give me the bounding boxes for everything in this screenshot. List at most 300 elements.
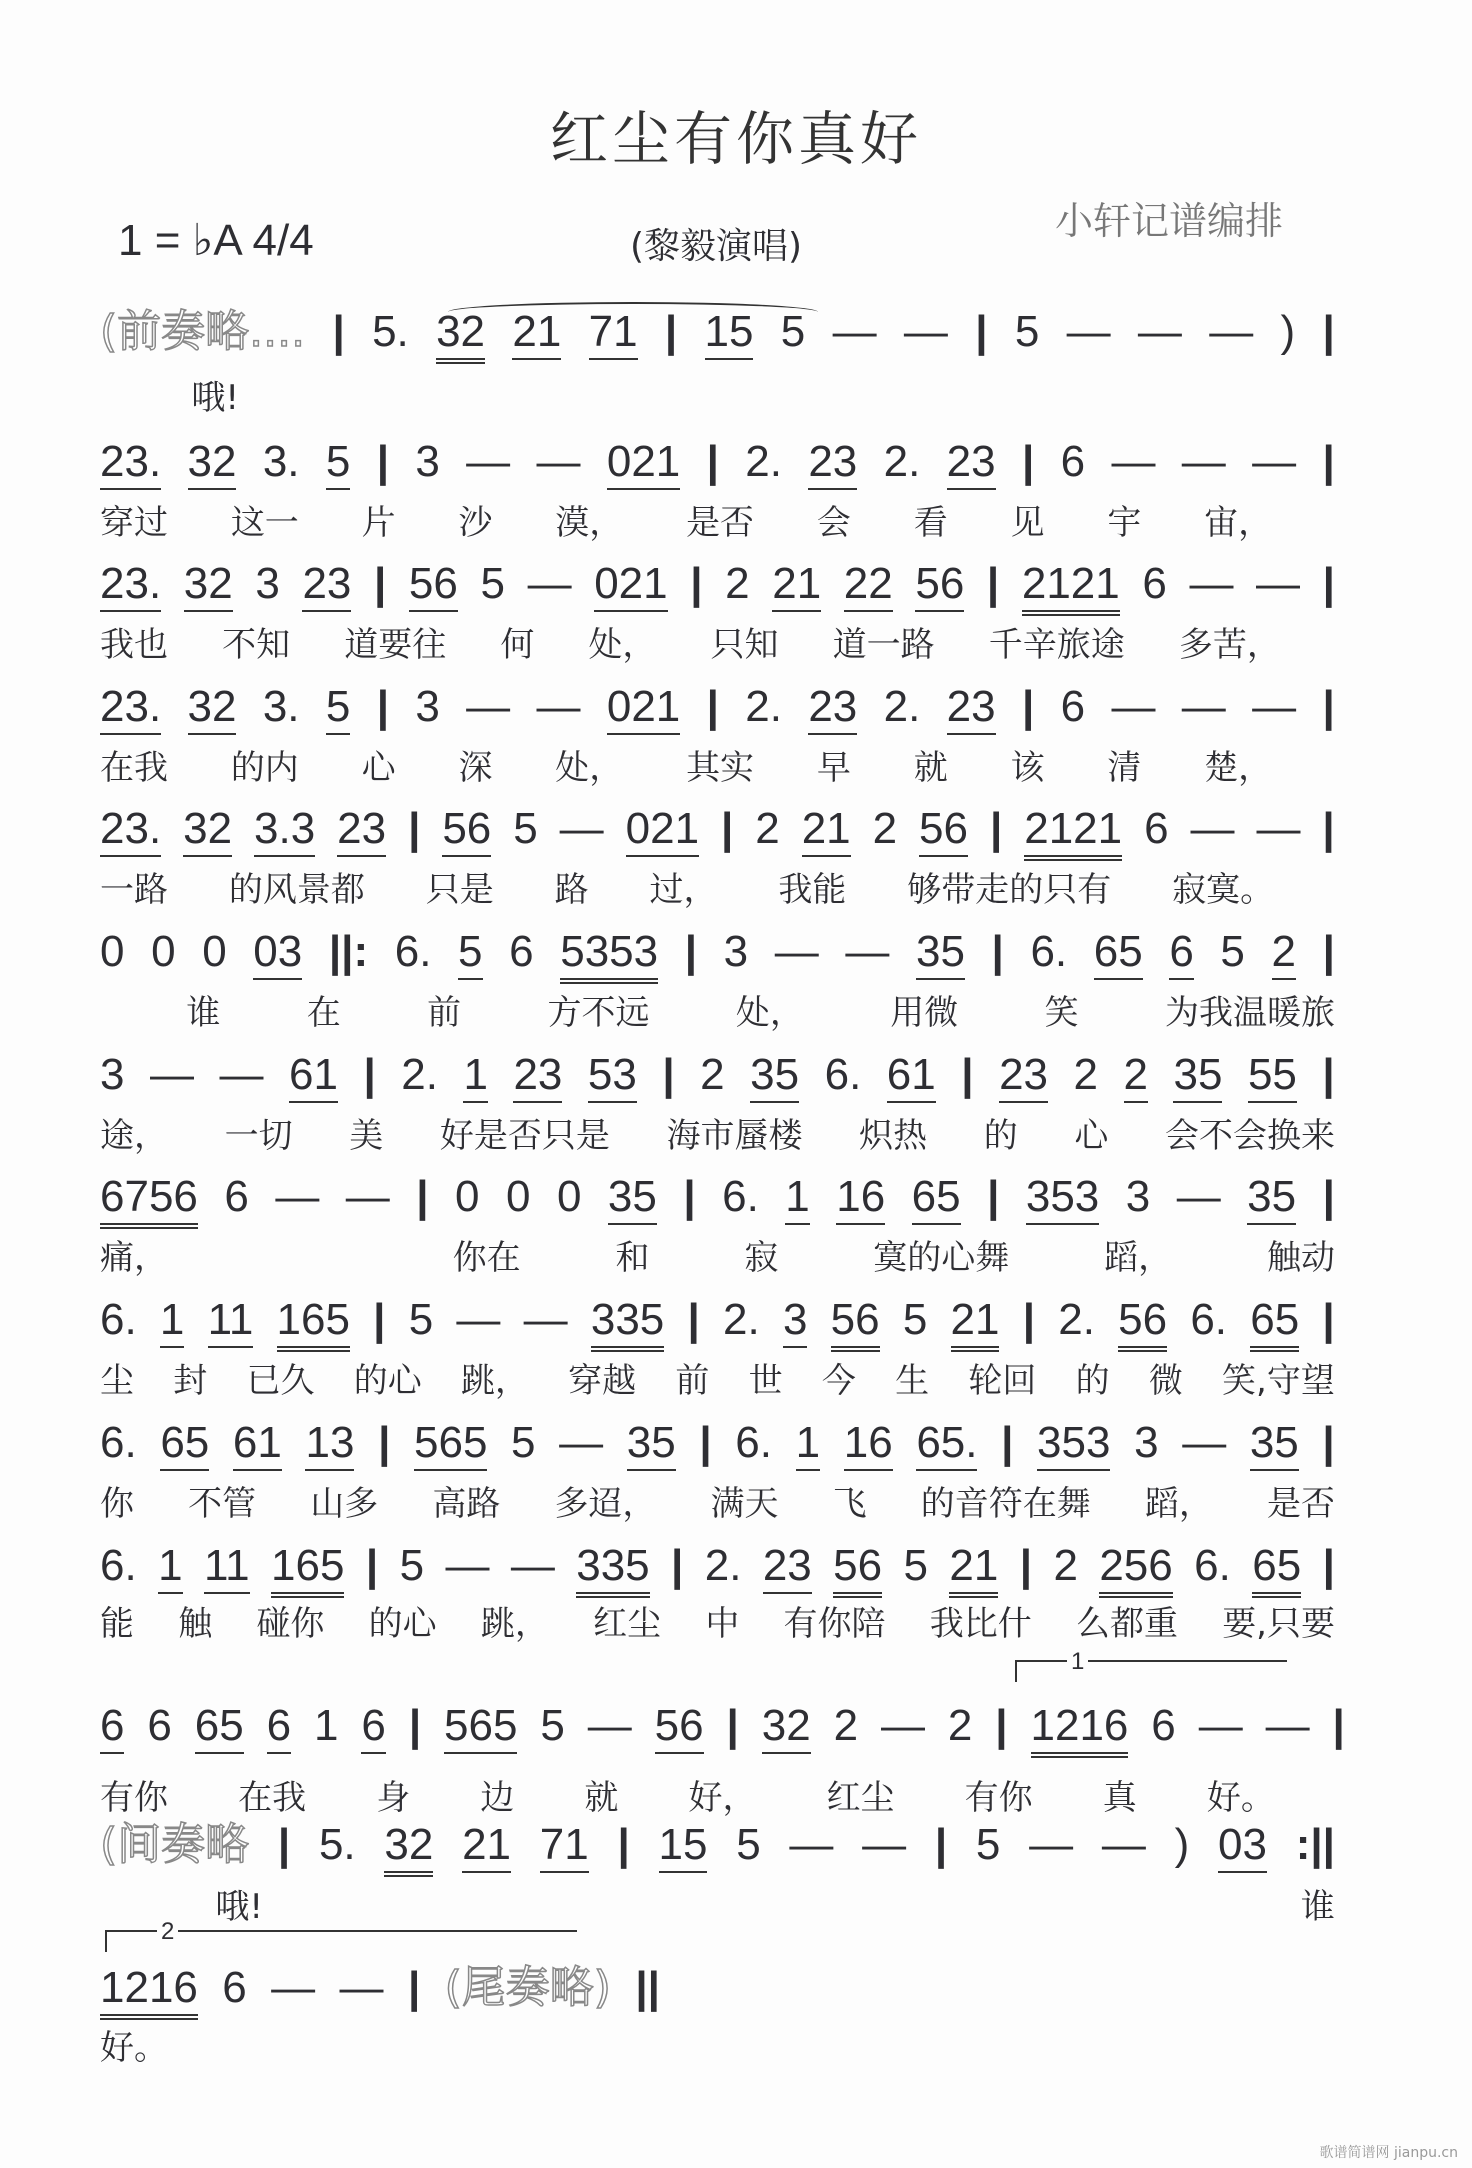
note-group: — xyxy=(510,1541,555,1590)
note-group: — xyxy=(880,1701,925,1750)
note-group: — xyxy=(456,1295,501,1344)
note-group: 23 xyxy=(947,436,996,490)
note-group: 56 xyxy=(442,803,491,857)
note-group: — xyxy=(789,1820,834,1869)
barline: | xyxy=(1322,437,1335,486)
barline: | xyxy=(1322,682,1335,731)
note-group: 6 xyxy=(361,1700,385,1754)
lyric-segment: 沙 xyxy=(458,503,493,543)
note-group: 5 xyxy=(540,1701,565,1750)
lyric-segment: 只是 xyxy=(425,870,494,910)
lyric-segment: 不知 xyxy=(222,625,291,665)
note-group: — xyxy=(559,1418,604,1467)
note-group: — xyxy=(862,1820,907,1869)
note-group: — xyxy=(1137,307,1182,356)
notation-row xyxy=(100,1700,1345,1760)
note-group: 2 xyxy=(725,559,750,608)
note-group: 6756 xyxy=(100,1171,198,1229)
lyric-segment: 前 xyxy=(427,993,462,1033)
lyric-segment: 世 xyxy=(748,1361,783,1401)
barline: | xyxy=(721,804,734,853)
lyric-segment: 有你 xyxy=(964,1778,1033,1818)
lyric-segment: 多迢， xyxy=(554,1484,657,1524)
note-group: 6 xyxy=(222,1963,247,2012)
lyric-segment: 一路 xyxy=(100,870,168,910)
note-group: 16 xyxy=(844,1417,893,1471)
note-group: 35 xyxy=(627,1417,676,1471)
notation-row xyxy=(100,1540,1335,1600)
note-group: 6. xyxy=(100,1418,137,1467)
note-group: 165 xyxy=(277,1294,350,1352)
note-group: 2 xyxy=(1053,1541,1078,1590)
barline: | xyxy=(407,1963,421,2012)
lyric-segment: 穿越 xyxy=(568,1361,637,1401)
lyric-segment: 么都重 xyxy=(1075,1604,1178,1644)
note-group: — xyxy=(466,437,511,486)
note-group: 2. xyxy=(723,1295,760,1344)
lyric-segment: 寂 xyxy=(744,1238,779,1278)
lyric-segment: 轮回 xyxy=(968,1361,1037,1401)
lyric-segment: 漠， xyxy=(555,503,624,543)
note-group: 35 xyxy=(608,1171,657,1225)
barline: | xyxy=(706,437,719,486)
note-group: 1 xyxy=(160,1294,184,1348)
note-group: — xyxy=(466,682,511,731)
note-group: — xyxy=(536,437,581,486)
lyric-segment: 会不会换来 xyxy=(1165,1116,1335,1156)
barline: | xyxy=(376,437,389,486)
note-group: 2 xyxy=(872,804,898,853)
lyric-segment: 我比什 xyxy=(929,1604,1032,1644)
note-group: — xyxy=(527,559,572,608)
barline: | xyxy=(683,1172,696,1221)
note-group: 0 xyxy=(202,927,227,976)
note-group: 32 xyxy=(436,306,485,364)
note-group: 56 xyxy=(409,558,458,612)
note-group: — xyxy=(559,804,604,853)
lyrics-row xyxy=(100,1770,1345,1819)
lyric-segment: 好。 xyxy=(1206,1778,1275,1818)
note-group: 23 xyxy=(808,681,857,735)
note-group: — xyxy=(587,1701,632,1750)
note-group: 6. xyxy=(824,1050,862,1099)
lyric-segment: 我能 xyxy=(778,870,847,910)
lyric-segment: 的心 xyxy=(368,1604,437,1644)
note-group: — xyxy=(1182,1418,1227,1467)
note-group: 03 xyxy=(1218,1819,1267,1873)
note-group: — xyxy=(445,1541,490,1590)
lyric-segment: 穿过 xyxy=(100,503,168,543)
note-group: 56 xyxy=(655,1700,704,1754)
barline: | xyxy=(1322,927,1335,976)
note-group: 1 xyxy=(463,1049,487,1103)
lyric-segment: 蹈， xyxy=(1144,1484,1213,1524)
note-group: 6 xyxy=(100,1700,124,1754)
lyric-segment: 路 xyxy=(554,870,589,910)
barline: | xyxy=(1322,559,1335,608)
note-group: — xyxy=(845,927,890,976)
note-group: — xyxy=(1101,1820,1146,1869)
lyric-segment: 中 xyxy=(705,1604,740,1644)
note-group: 53 xyxy=(588,1049,637,1103)
barline: | xyxy=(617,1820,630,1869)
lyric-segment: 触 xyxy=(178,1604,213,1644)
note-group: — xyxy=(1209,307,1254,356)
note-group: — xyxy=(219,1050,264,1099)
note-group: 5 xyxy=(736,1820,761,1869)
note-group: 6 xyxy=(147,1701,172,1750)
barline: || xyxy=(635,1963,660,2012)
lyric-segment: 谁 xyxy=(1300,1887,1335,1927)
volta-1-label: 1 xyxy=(1067,1648,1088,1676)
note-group: 65 xyxy=(1094,926,1143,980)
lyric-segment: 早 xyxy=(816,748,851,788)
barline: | xyxy=(1322,804,1335,853)
lyric-segment: 多苦， xyxy=(1178,625,1281,665)
section-label: (前奏略.... xyxy=(100,306,306,357)
barline: | xyxy=(1322,307,1335,356)
lyric-segment: 尘 xyxy=(100,1361,134,1401)
section-label: (间奏略 xyxy=(100,1819,250,1870)
note-group: 5 xyxy=(1014,307,1040,356)
barline: | xyxy=(684,927,698,976)
lyric-segment: 谁 xyxy=(186,993,221,1033)
lyric-segment: 处， xyxy=(735,993,804,1033)
watermark: 歌谱简谱网 jianpu.cn xyxy=(1319,2145,1458,2161)
note-group: 3. xyxy=(262,437,300,486)
lyric-segment: 能 xyxy=(100,1604,134,1644)
note-group: 021 xyxy=(626,803,699,857)
note-group: 021 xyxy=(607,436,680,490)
note-group: 65 xyxy=(195,1700,244,1754)
note-group: 021 xyxy=(594,558,667,612)
barline: | xyxy=(687,1295,700,1344)
lyric-segment: 边 xyxy=(480,1778,515,1818)
note-group: — xyxy=(1256,804,1301,853)
barline: | xyxy=(1021,682,1035,731)
note-group: 21 xyxy=(951,1294,1000,1352)
note-group: 1 xyxy=(158,1540,182,1594)
note-group: 71 xyxy=(589,306,638,360)
note-group: 6. xyxy=(1190,1295,1228,1344)
note-group: 23 xyxy=(763,1540,812,1594)
note-group: 3 xyxy=(255,559,280,608)
note-group: 32 xyxy=(184,558,233,612)
lyrics-row xyxy=(100,740,1335,789)
note-group: 65 xyxy=(1252,1540,1301,1598)
lyric-segment: 真 xyxy=(1102,1778,1137,1818)
lyric-segment: 就 xyxy=(913,748,948,788)
note-group: 6. xyxy=(735,1418,772,1467)
note-group: 6. xyxy=(100,1541,137,1590)
note-group: 0 xyxy=(455,1172,480,1221)
lyrics-row xyxy=(100,1879,1335,1928)
section-label: (尾奏略) xyxy=(444,1962,611,2013)
note-group: — xyxy=(1198,1701,1243,1750)
lyrics-row xyxy=(100,617,1335,666)
barline: | xyxy=(671,1541,684,1590)
note-group: 3 xyxy=(783,1294,807,1348)
note-group: — xyxy=(1252,682,1297,731)
lyric-segment: 美 xyxy=(349,1116,384,1156)
lyric-segment: 海市蜃楼 xyxy=(666,1116,803,1156)
lyric-segment: 是否 xyxy=(1266,1484,1335,1524)
note-group: — xyxy=(271,1963,316,2012)
note-group: 2 xyxy=(947,1701,973,1750)
note-group: 3 xyxy=(1134,1418,1159,1467)
lyric-segment: 要,只要 xyxy=(1222,1604,1335,1644)
note-group: 2 xyxy=(1124,1049,1148,1103)
lyric-segment: 片 xyxy=(361,503,396,543)
note-group: 5 xyxy=(1220,927,1245,976)
note-group: 32 xyxy=(188,436,237,490)
volta-bracket-1 xyxy=(1015,1648,1287,1682)
lyrics-row xyxy=(100,1230,1335,1279)
note-group: 22 xyxy=(844,558,893,612)
note-group: 23 xyxy=(337,803,386,857)
lyric-segment: 的 xyxy=(1075,1361,1110,1401)
note-group: 56 xyxy=(915,558,964,612)
note-group: 6 xyxy=(1142,559,1167,608)
note-group: 6. xyxy=(394,927,432,976)
note-group: 6. xyxy=(1194,1541,1231,1590)
lyric-segment: 一切 xyxy=(224,1116,293,1156)
barline: | xyxy=(989,804,1003,853)
note-group: 256 xyxy=(1099,1540,1172,1598)
lyric-segment: 好， xyxy=(688,1778,757,1818)
barline: :|| xyxy=(1295,1820,1335,1869)
barline: | xyxy=(699,1418,712,1467)
lyric-segment: 道要往 xyxy=(344,625,447,665)
note-group: ) xyxy=(1174,1820,1190,1869)
lyric-segment: 看 xyxy=(913,503,948,543)
note-group: 6 xyxy=(1151,1701,1176,1750)
lyrics-row xyxy=(100,1108,1335,1157)
lyric-segment: 的内 xyxy=(230,748,299,788)
note-group: 03 xyxy=(253,926,302,980)
barline: | xyxy=(662,1050,675,1099)
note-group: 16 xyxy=(836,1171,885,1225)
note-group: — xyxy=(1029,1820,1074,1869)
lyric-segment: 在我 xyxy=(100,748,168,788)
note-group: — xyxy=(536,682,581,731)
note-group: 21 xyxy=(462,1819,511,1873)
barline: | xyxy=(987,1172,1000,1221)
barline: | xyxy=(975,307,988,356)
singer-credit: (黎毅演唱) xyxy=(630,226,803,267)
notation-row xyxy=(100,436,1335,496)
barline: | xyxy=(991,927,1004,976)
lyric-segment: 寞的心舞 xyxy=(873,1238,1010,1278)
notation-row xyxy=(100,803,1335,863)
notation-row xyxy=(100,1962,660,2022)
song-title: 红尘有你真好 xyxy=(549,105,922,173)
note-group: 2 xyxy=(1272,926,1296,980)
note-group: 2121 xyxy=(1024,803,1122,861)
note-group: 5 xyxy=(902,1295,928,1344)
note-group: 6 xyxy=(267,1700,291,1754)
barline: | xyxy=(986,559,1000,608)
note-group: 021 xyxy=(607,681,680,735)
barline: | xyxy=(934,1820,948,1869)
lyric-segment: 在 xyxy=(306,993,341,1033)
notation-row xyxy=(100,1417,1335,1477)
note-group: 5 xyxy=(975,1820,1001,1869)
note-group: 23 xyxy=(999,1049,1048,1103)
lyrics-row xyxy=(100,1476,1335,1525)
lyric-segment: 宙， xyxy=(1204,503,1273,543)
lyric-segment: 蹈， xyxy=(1104,1238,1173,1278)
note-group: 1 xyxy=(314,1701,339,1750)
note-group: 6 xyxy=(224,1172,249,1221)
lyric-segment: 跳， xyxy=(460,1361,529,1401)
barline: | xyxy=(1001,1418,1014,1467)
note-group: 23 xyxy=(513,1049,562,1103)
notation-row xyxy=(100,1049,1335,1109)
note-group: — xyxy=(903,307,948,356)
lyric-segment: 在我 xyxy=(238,1778,307,1818)
note-group: 56 xyxy=(1118,1294,1167,1352)
notation-row xyxy=(100,1171,1335,1231)
notation-row xyxy=(100,1819,1335,1879)
note-group: 2. xyxy=(401,1050,438,1099)
note-group: 6. xyxy=(100,1295,137,1344)
barline: | xyxy=(1022,1295,1035,1344)
note-group: 5 xyxy=(480,559,505,608)
lyric-segment: 身 xyxy=(376,1778,411,1818)
note-group: 2. xyxy=(704,1541,742,1590)
note-group: 56 xyxy=(833,1540,882,1598)
barline: | xyxy=(1322,1050,1335,1099)
note-group: — xyxy=(1066,307,1111,356)
lyric-segment: 跳， xyxy=(480,1604,549,1644)
lyrics-row xyxy=(100,985,1335,1034)
note-group: 21 xyxy=(802,803,851,857)
note-group: 5 xyxy=(408,1295,434,1344)
lyric-segment: 途， xyxy=(100,1116,168,1156)
note-group: 32 xyxy=(183,803,232,857)
note-group: 35 xyxy=(1250,1417,1299,1471)
note-group: 5 xyxy=(511,1418,536,1467)
barline: | xyxy=(374,559,387,608)
barline: | xyxy=(363,1050,376,1099)
lyric-segment: 的音符在舞 xyxy=(920,1484,1091,1524)
lyric-segment: 好是否只是 xyxy=(439,1116,610,1156)
note-group: ) xyxy=(1280,307,1296,356)
lyric-segment: 何 xyxy=(500,625,535,665)
note-group: 23 xyxy=(302,558,351,612)
lyric-segment: 的心 xyxy=(353,1361,422,1401)
barline: | xyxy=(373,1295,386,1344)
note-group: 2. xyxy=(745,682,782,731)
lyric-segment: 红尘 xyxy=(593,1604,662,1644)
note-group: 6 xyxy=(1060,437,1086,486)
note-group: 55 xyxy=(1248,1049,1297,1103)
note-group: 32 xyxy=(188,681,237,735)
note-group: — xyxy=(149,1050,194,1099)
lyrics-row xyxy=(100,862,1335,911)
note-group: 2 xyxy=(833,1701,859,1750)
note-group: 5 xyxy=(903,1541,928,1590)
note-group: 35 xyxy=(1173,1049,1222,1103)
lyric-segment: 微 xyxy=(1148,1361,1183,1401)
note-group: 353 xyxy=(1026,1171,1099,1225)
note-group: 2. xyxy=(745,437,782,486)
note-group: 6 xyxy=(1169,926,1193,980)
note-group: 56 xyxy=(831,1294,880,1352)
lyric-segment: 是否 xyxy=(686,503,755,543)
lyric-segment: 该 xyxy=(1010,748,1045,788)
note-group: 6. xyxy=(1030,927,1068,976)
note-group: — xyxy=(1265,1701,1310,1750)
lyric-segment: 痛， xyxy=(100,1238,168,1278)
barline: | xyxy=(726,1701,739,1750)
note-group: 35 xyxy=(750,1049,799,1103)
volta-bracket-2 xyxy=(105,1918,577,1952)
note-group: 3 xyxy=(415,437,440,486)
note-group: 565 xyxy=(414,1417,487,1471)
note-group: 5. xyxy=(318,1820,356,1869)
lyric-segment: 高路 xyxy=(432,1484,501,1524)
lyric-segment: 我也 xyxy=(100,625,168,665)
note-group: — xyxy=(1181,682,1226,731)
note-group: 65. xyxy=(916,1417,977,1471)
lyrics-row xyxy=(100,2020,660,2069)
notation-row xyxy=(100,681,1335,741)
lyric-segment: 红尘 xyxy=(826,1778,895,1818)
note-group: — xyxy=(275,1172,320,1221)
lyrics-row xyxy=(100,370,1335,419)
lyric-segment: 和 xyxy=(615,1238,650,1278)
note-group: 3 xyxy=(1125,1172,1151,1221)
note-group: 32 xyxy=(762,1700,811,1754)
note-group: 65 xyxy=(1250,1294,1299,1352)
lyric-segment: 的 xyxy=(983,1116,1018,1156)
note-group: 6 xyxy=(509,927,534,976)
note-group: 5 xyxy=(399,1541,425,1590)
lyric-segment: 道一路 xyxy=(832,625,935,665)
note-group: 0 xyxy=(100,927,125,976)
barline: | xyxy=(365,1541,379,1590)
lyric-segment: 过， xyxy=(649,870,718,910)
note-group: 1 xyxy=(785,1171,809,1225)
barline: | xyxy=(1322,1541,1335,1590)
lyric-segment: 前 xyxy=(675,1361,710,1401)
volta-2-label: 2 xyxy=(157,1918,178,1946)
note-group: 0 xyxy=(556,1172,582,1221)
note-group: — xyxy=(523,1295,568,1344)
lyric-segment: 够带走的只有 xyxy=(907,870,1112,910)
lyric-segment: 今 xyxy=(821,1361,856,1401)
note-group: 56 xyxy=(919,803,968,857)
barline: | xyxy=(416,1172,429,1221)
note-group: — xyxy=(1176,1172,1221,1221)
note-group: — xyxy=(1181,437,1226,486)
lyric-segment: 碰你 xyxy=(256,1604,325,1644)
notation-row xyxy=(100,926,1335,986)
barline: | xyxy=(706,682,719,731)
barline: | xyxy=(376,682,389,731)
lyric-segment: 楚， xyxy=(1204,748,1273,788)
note-group: 61 xyxy=(289,1049,338,1103)
note-group: — xyxy=(1111,437,1156,486)
barline: | xyxy=(277,1820,291,1869)
note-group: 6 xyxy=(1060,682,1086,731)
lyric-segment: 哦! xyxy=(215,1887,263,1927)
lyric-segment: 处， xyxy=(555,748,624,788)
note-group: 2 xyxy=(700,1050,725,1099)
lyric-segment: 生 xyxy=(895,1361,930,1401)
